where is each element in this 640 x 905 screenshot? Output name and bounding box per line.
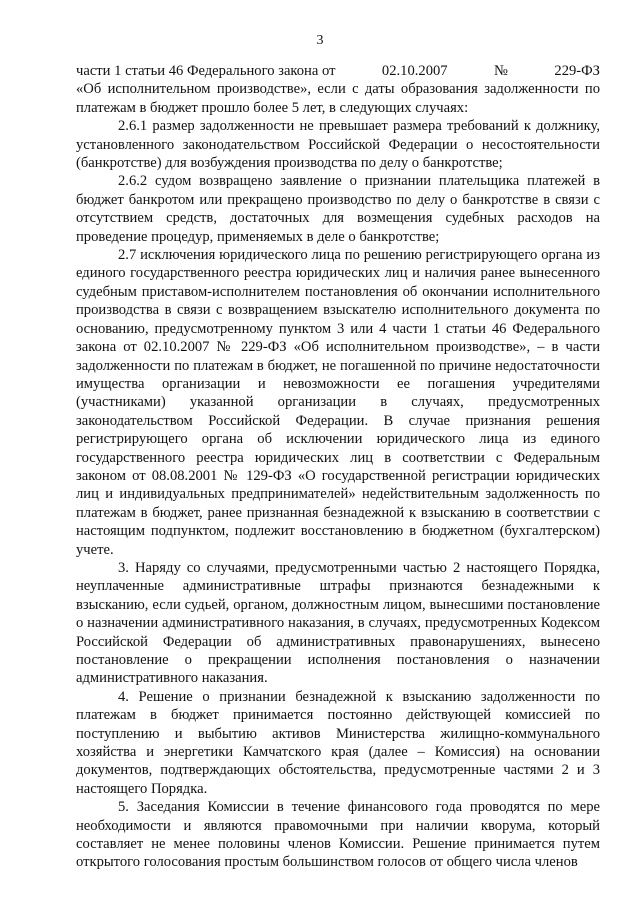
paragraph-2-7: 2.7 исключения юридического лица по решению регистрирующего органа из единого государственного реестра юридических лиц и наличия ранее вынесенного судебным приставом-исполнителем постановления об окончании исполнительного производства в связи с возвращением взыскателю исполнительного документа по основанию, предусмотренному пунктом 3 или 4 части 1 статьи 46 Федерального закона от 02.10.2007 № 229-ФЗ «Об исполнительном производстве», – в части задолженности по платежам в бюджет, не погашенной по причине недостаточности имущества организации и невозможности ее погашения учредителями (участниками) указанной организации в случаях, предусмотренных законодательством Российской Федерации. В случае признания решения регистрирующего органа об исключении юридического лица из единого государственного реестра юридических лиц в соответствии с Федеральным законом от 08.08.2001 № 129-ФЗ «О государственной регистрации юридических лиц и индивидуальных предпринимателей» недействительным задолженность по платежам в бюджет, ранее признанная безнадежной к взысканию в соответствии с настоящим подпунктом, подлежит восстановлению в бюджетном (бухгалтерском) учете. (76, 247, 600, 558)
document-body (76, 62, 600, 872)
first-line (76, 62, 600, 80)
paragraph-2-6-2: 2.6.2 судом возвращено заявление о признании плательщика платежей в бюджет банкротом или прекращено производство по делу о банкротстве в связи с отсутствием средств, достаточных для возмещения судебных расходов на проведение процедур, применяемых в деле о банкротстве; (76, 173, 600, 245)
paragraph-2-6-1: 2.6.1 размер задолженности не превышает размера требований к должнику, установленного законодательством Российской Федерации о несостоятельности (банкротстве) для возбуждения производства по делу о банкротстве; (76, 118, 600, 172)
page-number: 3 (316, 33, 324, 48)
paragraph-3: 3. Наряду со случаями, предусмотренными частью 2 настоящего Порядка, неуплаченные административные штрафы признаются безнадежными к взысканию, если судьей, органом, должностным лицом, вынесшими постановление о назначении административного наказания, в случаях, предусмотренных Кодексом Российской Федерации об административных правонарушениях, вынесено постановление о прекращении исполнения постановления о назначении административного наказания. (76, 559, 600, 687)
first-line-part: 229-ФЗ (554, 63, 600, 79)
paragraph-5: 5. Заседания Комиссии в течение финансового года проводятся по мере необходимости и являются правомочными при наличии кворума, который составляет не менее половины членов Комиссии. Решение принимается путем открытого голосования простым большинством голосов от общего числа членов (76, 799, 600, 871)
first-line-part: № (494, 63, 508, 79)
first-line-part: части 1 статьи 46 Федерального закона от (76, 63, 336, 79)
paragraph-4: 4. Решение о признании безнадежной к взысканию задолженности по платежам в бюджет принимается постоянно действующей комиссией по поступлению и выбытию активов Министерства жилищно-коммунального хозяйства и энергетики Камчатского края (далее – Комиссия) на основании документов, подтверждающих обстоятельства, предусмотренные частями 2 и 3 настоящего Порядка. (76, 688, 600, 797)
paragraph-continuation: «Об исполнительном производстве», если с даты образования задолженности по платежам в бюджет прошло более 5 лет, в следующих случаях: (76, 81, 600, 116)
first-line-part: 02.10.2007 (381, 63, 448, 79)
